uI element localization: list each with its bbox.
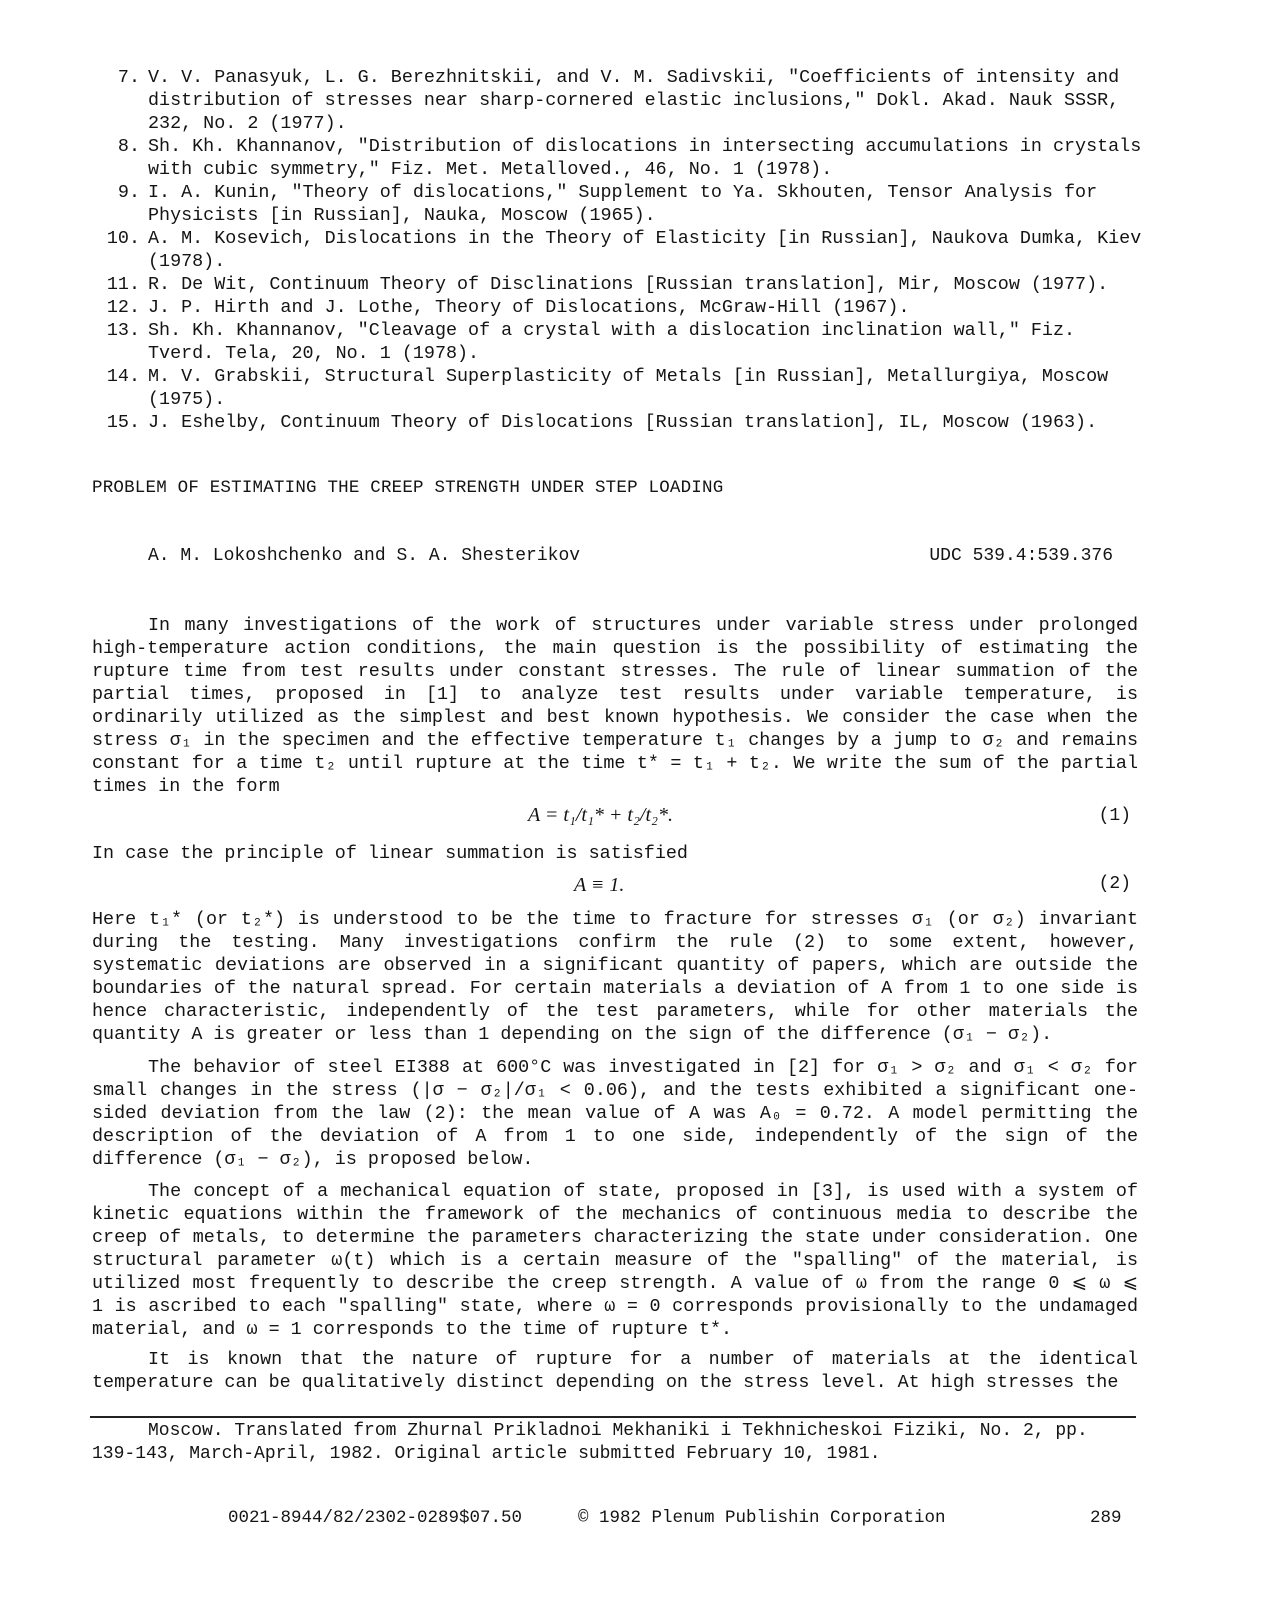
paragraph: In case the principle of linear summation is satisfied — [92, 843, 688, 864]
reference-number: 14. — [106, 366, 140, 387]
publication-code: 0021-8944/82/2302-0289$07.50 — [228, 1508, 523, 1528]
reference-item — [90, 66, 1150, 135]
reference-list — [90, 66, 1150, 434]
reference-text: M. V. Grabskii, Structural Superplasticity of Metals [in Russian], Metallurgiya, Moscow (1975). — [148, 366, 1109, 410]
paragraph: The behavior of steel EI388 at 600°C was investigated in [2] for σ₁ > σ₂ and σ₁ < σ₂ for small changes in the stress (|σ − σ₂|/σ₁ < 0.06), and the tests exhibited a significant one-sided deviation from the law (2): the mean value of A was A₀ = 0.72. A model permitting the description of the deviation of A from 1 to one side, independently of the sign of the difference (σ₁ − σ₂), is proposed below. — [92, 1057, 1138, 1170]
footnote — [92, 1420, 1138, 1466]
paragraph: It is known that the nature of rupture for a number of materials at the identical temperature can be qualitatively distinct depending on the stress level. At high stresses the — [92, 1349, 1138, 1393]
equation-2: A ≡ 1. — [574, 874, 625, 896]
reference-item — [90, 135, 1150, 181]
reference-number: 7. — [117, 67, 140, 88]
paragraph: The concept of a mechanical equation of state, proposed in [3], is used with a system of kinetic equations within the framework of the mechanics of continuous media to describe the creep of metals, to determine the parameters characterizing the state under consideration. One structural parameter ω(t) which is a certain measure of the "spalling" of the material, is utilized most frequently to describe the creep strength. A value of ω from the range 0 ⩽ ω ⩽ 1 is ascribed to each "spalling" state, where ω = 0 corresponds provisionally to the undamaged material, and ω = 1 corresponds to the time of rupture t*. — [92, 1181, 1138, 1340]
equation-number: (2) — [1098, 874, 1131, 894]
reference-item — [90, 365, 1150, 411]
footnote-text: Moscow. Translated from Zhurnal Prikladnoi Mekhaniki i Tekhnicheskoi Fiziki, No. 2, pp. 139-143, March-April, 1982. Original article submitted February 10, 1981. — [92, 1421, 1088, 1464]
equation-1: A = t₁/t₁* + t₂/t₂*. — [528, 804, 673, 826]
reference-number: 15. — [106, 412, 140, 433]
reference-text: J. P. Hirth and J. Lothe, Theory of Dislocations, McGraw-Hill (1967). — [148, 297, 910, 318]
reference-number: 12. — [106, 297, 140, 318]
paragraph: Here t₁* (or t₂*) is understood to be the time to fracture for stresses σ₁ (or σ₂) invariant during the testing. Many investigations confirm the rule (2) to some extent, however, systematic deviations are observed in a significant quantity of papers, which are outside the boundaries of the natural spread. For certain materials a deviation of A from 1 to one side is hence characteristic, independently of the test parameters, while for other materials the quantity A is greater or less than 1 depending on the sign of the difference (σ₁ − σ₂). — [92, 909, 1138, 1045]
reference-item — [90, 181, 1150, 227]
reference-number: 13. — [106, 320, 140, 341]
paragraph: In many investigations of the work of structures under variable stress under prolonged high-temperature action conditions, the main question is the possibility of estimating the rupture time from test results under constant stresses. The rule of linear summation of the partial times, proposed in [1] to analyze test results under variable temperature, is ordinarily utilized as the simplest and best known hypothesis. We consider the case when the stress σ₁ in the specimen and the effective temperature t₁ changes by a jump to σ₂ and remains constant for a time t₂ until rupture at the time t* = t₁ + t₂. We write the sum of the partial times in the form — [92, 615, 1138, 797]
equation-number: (1) — [1098, 806, 1131, 826]
reference-text: R. De Wit, Continuum Theory of Disclinations [Russian translation], Mir, Moscow (1977). — [148, 274, 1109, 295]
reference-text: J. Eshelby, Continuum Theory of Dislocations [Russian translation], IL, Moscow (1963). — [148, 412, 1098, 433]
reference-number: 8. — [117, 136, 140, 157]
article-authors: A. M. Lokoshchenko and S. A. Shesterikov — [148, 546, 581, 566]
reference-text: I. A. Kunin, "Theory of dislocations," Supplement to Ya. Skhouten, Tensor Analysis for Physicists [in Russian], Nauka, Moscow (1965). — [148, 182, 1098, 226]
footnote-divider — [90, 1416, 1136, 1418]
reference-item — [90, 319, 1150, 365]
body-section-1 — [92, 614, 1138, 798]
reference-item — [90, 296, 1150, 319]
page-number: 289 — [1090, 1508, 1122, 1528]
reference-text: V. V. Panasyuk, L. G. Berezhnitskii, and V. M. Sadivskii, "Coefficients of intensity and distribution of stresses near sharp-cornered elastic inclusions," Dokl. Akad. Nauk SSSR, 232, No. 2 (1977). — [148, 67, 1120, 134]
body-section-6 — [92, 1348, 1138, 1394]
body-section-5 — [92, 1180, 1138, 1341]
reference-number: 10. — [106, 228, 140, 249]
reference-text: A. M. Kosevich, Dislocations in the Theory of Elasticity [in Russian], Naukova Dumka, Kiev (1978). — [148, 228, 1142, 272]
reference-text: Sh. Kh. Khannanov, "Cleavage of a crystal with a dislocation inclination wall," Fiz. Tverd. Tela, 20, No. 1 (1978). — [148, 320, 1076, 364]
udc-code: UDC 539.4:539.376 — [929, 546, 1113, 566]
body-section-4 — [92, 1056, 1138, 1171]
reference-number: 11. — [106, 274, 140, 295]
copyright-line: © 1982 Plenum Publishin Corporation — [578, 1508, 946, 1528]
reference-number: 9. — [117, 182, 140, 203]
body-section-3 — [92, 908, 1138, 1046]
reference-item — [90, 273, 1150, 296]
reference-text: Sh. Kh. Khannanov, "Distribution of dislocations in intersecting accumulations in crystals with cubic symmetry," Fiz. Met. Metalloved., 46, No. 1 (1978). — [148, 136, 1142, 180]
reference-item — [90, 411, 1150, 434]
article-title: PROBLEM OF ESTIMATING THE CREEP STRENGTH UNDER STEP LOADING — [92, 478, 724, 498]
reference-item — [90, 227, 1150, 273]
body-section-2 — [92, 842, 1138, 865]
